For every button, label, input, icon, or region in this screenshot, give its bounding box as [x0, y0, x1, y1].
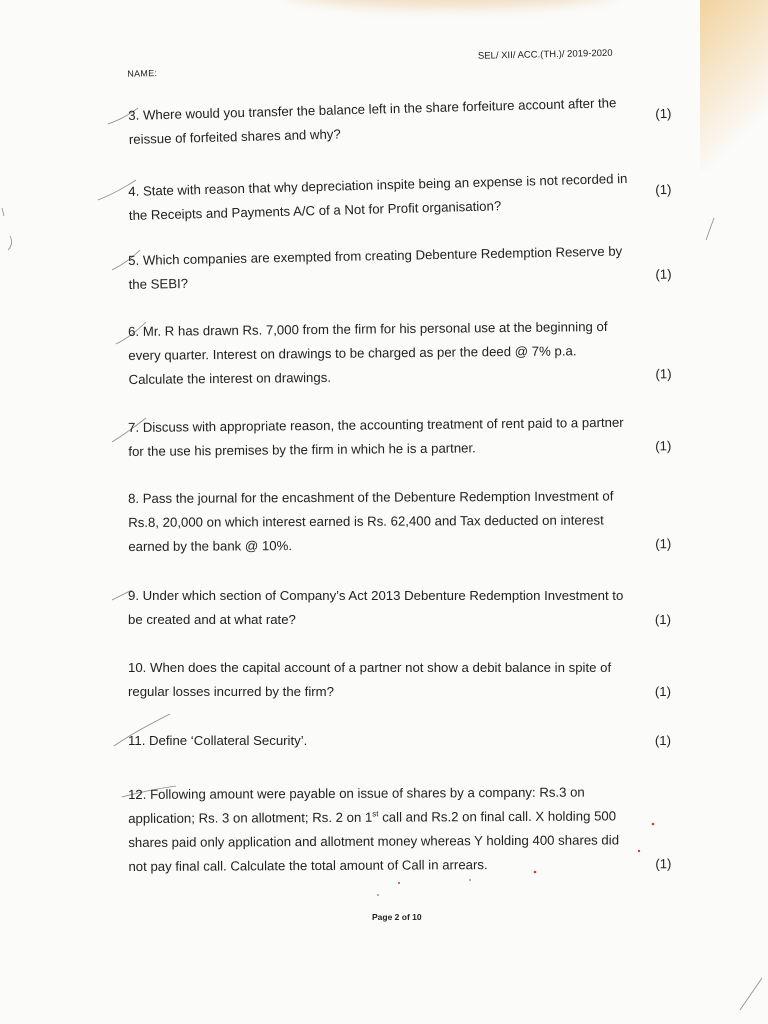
marks-label: (1) [655, 438, 672, 454]
question-text-line: the SEBI? [128, 275, 189, 292]
marks-label: (1) [655, 366, 672, 382]
question-text-line: 10. When does the capital account of a partner not show a debit balance in spite of [128, 660, 612, 675]
question-3 [128, 90, 674, 152]
marks-label: (1) [655, 105, 672, 122]
question-text-line: regular losses incurred by the firm? [128, 684, 334, 699]
marks-label: (1) [655, 181, 672, 198]
question-text-line: Calculate the interest on drawings. [128, 369, 332, 387]
marks-label: (1) [654, 612, 671, 627]
question-text-line: 8. Pass the journal for the encashment of the Debenture Redemption Investment of [128, 488, 614, 506]
question-11 [128, 729, 673, 753]
question-text-part: application; Rs. 3 on allotment; Rs. 2 on 1 [128, 809, 373, 826]
question-8 [128, 484, 673, 559]
question-6 [128, 314, 674, 392]
question-text-line: the Receipts and Payments A/C of a Not for Profit organisation? [128, 198, 502, 223]
question-text-line: 12. Following amount were payable on issue of shares by a company: Rs.3 on [128, 784, 585, 802]
ordinal-suffix: st [372, 809, 379, 819]
question-text-line: not pay final call. Calculate the total amount of Call in arrears. [128, 857, 488, 874]
question-7 [128, 410, 673, 464]
question-10 [128, 656, 673, 704]
question-text-line: shares paid only application and allotment money whereas Y holding 400 shares did [128, 832, 620, 850]
question-text-part: call and Rs.2 on final call. X holding 500 [378, 808, 617, 825]
question-text-line: Rs.8, 20,000 on which interest earned is Rs. 62,400 and Tax deducted on interest [128, 512, 604, 530]
question-12 [128, 780, 673, 879]
document-code: SEL/ XII/ ACC.(TH.)/ 2019-2020 [477, 47, 613, 62]
question-5 [128, 239, 674, 297]
page-number: Page 2 of 10 [372, 912, 422, 922]
marks-label: (1) [655, 856, 672, 872]
name-label: NAME: [127, 68, 158, 79]
marks-label: (1) [655, 536, 672, 552]
question-text-line: reissue of forfeited shares and why? [128, 126, 341, 147]
question-text-line: earned by the bank @ 10%. [128, 538, 293, 554]
marks-label: (1) [654, 684, 671, 699]
question-text-line: 5. Which companies are exempted from creating Debenture Redemption Reserve by [128, 243, 623, 268]
question-text-line: 4. State with reason that why depreciation inspite being an expense is not recorded in [128, 170, 628, 199]
question-text-line: 7. Discuss with appropriate reason, the accounting treatment of rent paid to a partner [128, 414, 624, 435]
question-text-line: 9. Under which section of Company’s Act 2013 Debenture Redemption Investment to [128, 588, 624, 603]
marks-label: (1) [655, 266, 672, 282]
question-text-line: every quarter. Interest on drawings to be charged as per the deed @ 7% p.a. [128, 343, 577, 363]
question-9 [128, 584, 673, 632]
marks-label: (1) [654, 733, 671, 748]
question-text-line: be created and at what rate? [128, 612, 296, 627]
question-4 [128, 166, 674, 228]
question-text-line [128, 804, 673, 831]
question-text-line: 11. Define ‘Collateral Security’. [128, 733, 308, 748]
question-text-line: for the use his premises by the firm in which he is a partner. [128, 440, 476, 459]
question-text-line: 6. Mr. R has drawn Rs. 7,000 from the firm for his personal use at the beginning of [128, 318, 608, 339]
question-text-line: 3. Where would you transfer the balance left in the share forfeiture account after the [128, 95, 617, 123]
